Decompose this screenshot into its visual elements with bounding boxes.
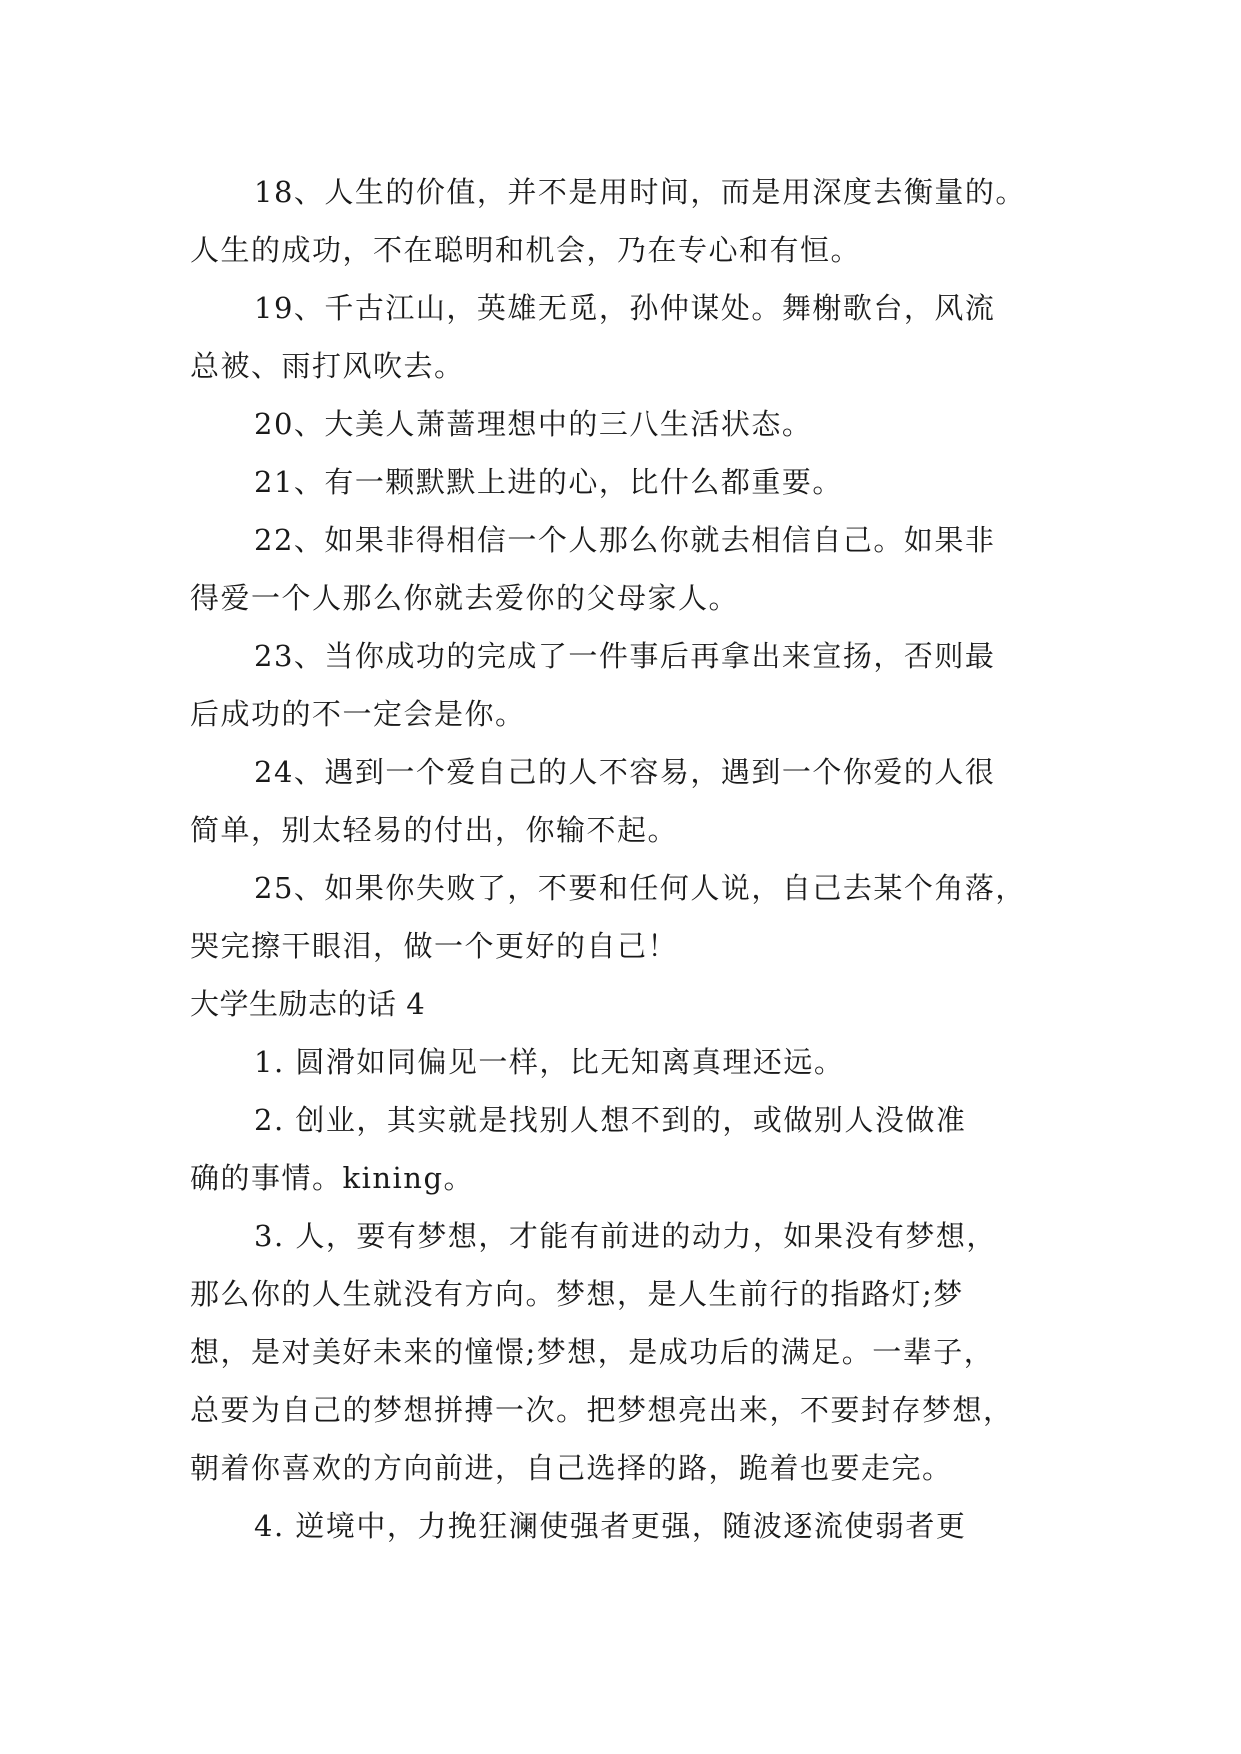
quote-23-line-2: 后成功的不一定会是你。 xyxy=(190,697,526,731)
item-3-line-2: 那么你的人生就没有方向。梦想，是人生前行的指路灯;梦 xyxy=(190,1277,964,1311)
quote-19-line-2: 总被、雨打风吹去。 xyxy=(190,349,465,383)
quote-18-line-1: 18、人生的价值，并不是用时间，而是用深度去衡量的。 xyxy=(254,175,1026,209)
item-1: 1. 圆滑如同偏见一样，比无知离真理还远。 xyxy=(254,1045,845,1079)
section-heading: 大学生励志的话 4 xyxy=(190,987,426,1021)
quote-24-line-2: 简单，别太轻易的付出，你输不起。 xyxy=(190,813,679,847)
quote-25-line-2: 哭完擦干眼泪，做一个更好的自己！ xyxy=(190,929,679,963)
quote-25-line-1: 25、如果你失败了，不要和任何人说，自己去某个角落， xyxy=(254,871,1026,905)
item-3-line-1: 3. 人，要有梦想，才能有前进的动力，如果没有梦想， xyxy=(254,1219,997,1253)
quote-22-line-1: 22、如果非得相信一个人那么你就去相信自己。如果非 xyxy=(254,523,996,557)
quote-20: 20、大美人萧蔷理想中的三八生活状态。 xyxy=(254,407,813,441)
document-body xyxy=(190,163,1050,1555)
quote-18-line-2: 人生的成功，不在聪明和机会，乃在专心和有恒。 xyxy=(190,233,862,267)
item-3-line-5: 朝着你喜欢的方向前进，自己选择的路，跪着也要走完。 xyxy=(190,1451,953,1485)
quote-24-line-1: 24、遇到一个爱自己的人不容易，遇到一个你爱的人很 xyxy=(254,755,996,789)
quote-22-line-2: 得爱一个人那么你就去爱你的父母家人。 xyxy=(190,581,740,615)
quote-19-line-1: 19、千古江山，英雄无觅，孙仲谋处。舞榭歌台，风流 xyxy=(254,291,996,325)
item-2-line-1: 2. 创业，其实就是找别人想不到的，或做别人没做准 xyxy=(254,1103,967,1137)
item-3-line-4: 总要为自己的梦想拼搏一次。把梦想亮出来，不要封存梦想， xyxy=(190,1393,1014,1427)
item-4-line-1: 4. 逆境中，力挽狂澜使强者更强，随波逐流使弱者更 xyxy=(254,1509,967,1543)
item-3-line-3: 想，是对美好未来的憧憬;梦想，是成功后的满足。一辈子， xyxy=(190,1335,995,1369)
quote-21: 21、有一颗默默上进的心，比什么都重要。 xyxy=(254,465,843,499)
item-2-line-2: 确的事情。kining。 xyxy=(190,1161,475,1195)
quote-23-line-1: 23、当你成功的完成了一件事后再拿出来宣扬，否则最 xyxy=(254,639,996,673)
